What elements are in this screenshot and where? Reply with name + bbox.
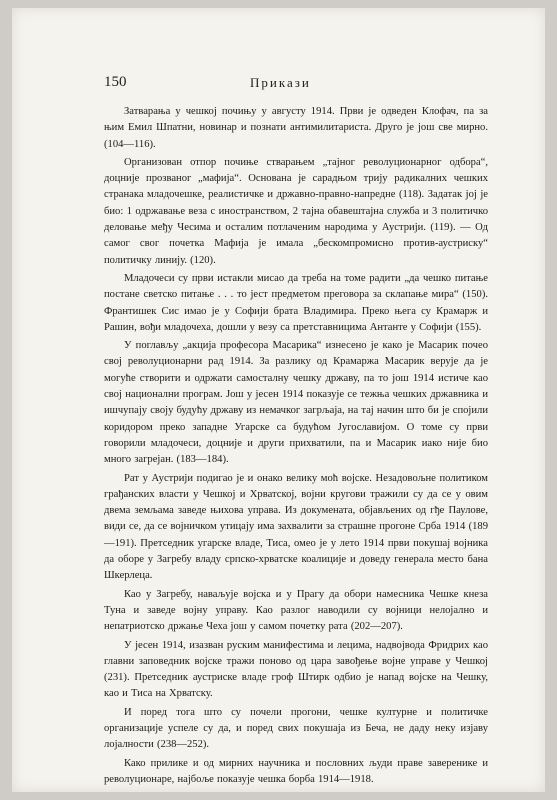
paragraph-resistance: Организован отпор почиње стварањем „тајног револуционарног одбора“, доцније прозваног „мафија“. Основана је сарадњом трију радикалних чешких странака младочешке, реалистичке и државно-правно-напредне (118). Задатак јој је био: 1 одржавање веза с иностранством, 2 тајна обавештајна служба и 3 политичко деловање међу Чесима и осталим потлаченим народима у Аустрији. (119). — Од самог свог почетка Мафија је имала „бескомпромисно против-аустриску“ политичку линију. (120).	[104, 156, 488, 266]
body-text	[104, 104, 488, 790]
page-number: 150	[104, 74, 127, 90]
book-page	[12, 8, 545, 792]
paragraph-conspirators: Како прилике и од мирних научника и пословних људи праве заверенике и револуционаре, најбоље показује чешка борба 1914—1918.	[104, 757, 488, 785]
paragraph-zagreb-prague: Као у Загребу, наваљује војска и у Прагу да обори намесника Чешке кнеза Туна и заведе војну управу. Као разлог наводили су војници нелојално и непатриотско држање Чеха још у самом почетку рата (202—207).	[104, 588, 488, 633]
paragraph-masaryk-action: У поглављу „акција професора Масарика“ изнесено је како је Масарик почео свој револуционарни рад 1914. За разлику од Крамаржа Масарик верује да је могуће створити и одржати самосталну чешку државу, па то још 1914 истиче као свој национални програм. Још у јесен 1914 показује се тежња чешких државника и ишчупају своју будућу државу из немачког загрљаја, на тај начин што би је спојили коридором преко западне Угарске са будућом Југославијом. О томе су први говорили младочеси, доцније и други прихватили, па и Масарик иако није био много загрејан. (183—184).	[104, 340, 488, 466]
running-title: Прикази	[250, 75, 311, 90]
paragraph-young-czechs: Младочеси су први истакли мисао да треба на томе радити „да чешко питање постане светско питање . . . то јест предметом преговора за склапање мира“ (150). Франтишек Сис имао је у Софији брата Владимира. Преко њега су Крамарж и Рашин, вођи младочеха, дошли у везу са претставницима Антанте у Софији (155).	[104, 272, 488, 333]
paragraph-arrests: Затварања у чешкој почињу у августу 1914. Први је одведен Клофач, па за њим Емил Шпатни, новинар и познати антимилитариста. Друго је још све мирно. (104—116).	[104, 106, 488, 150]
paragraph-loyalty: И поред тога што су почели прогони, чешке културне и политичке организације успеле су да, и поред свих покушаја из Беча, не даду неку изјаву лојалности (238—252).	[104, 706, 488, 751]
paragraph-military-power: Рат у Аустрији подигао је и онако велику моћ војске. Незадовољне политиком грађанских власти у Чешкој и Хрватској, војни кругови тражили су да се у овим двема земљама заведе њихова управа. Из докумената, објављених од гђе Паулове, види се, да се војничком утицају има захвалити за страшне прогоне Срба 1914 (189—191). Претседник угарске владе, Тиса, омео је у лето 1914 први покушај војника да оборе у Загребу владу српско-хрватске коалиције и доведу генерала место бана Шкерлеца.	[104, 472, 488, 582]
page-header	[104, 74, 494, 94]
paragraph-autumn-1914: У јесен 1914, изазван руским манифестима и лецима, надвојвода Фридрих као главни заповедник војске тражи поново од цара завођење војне управе у Чешкој (231). Претседник аустриске владе гроф Штирк одбио је напад војске на Чешку, као и Тиса на Хрватску.	[104, 639, 488, 700]
